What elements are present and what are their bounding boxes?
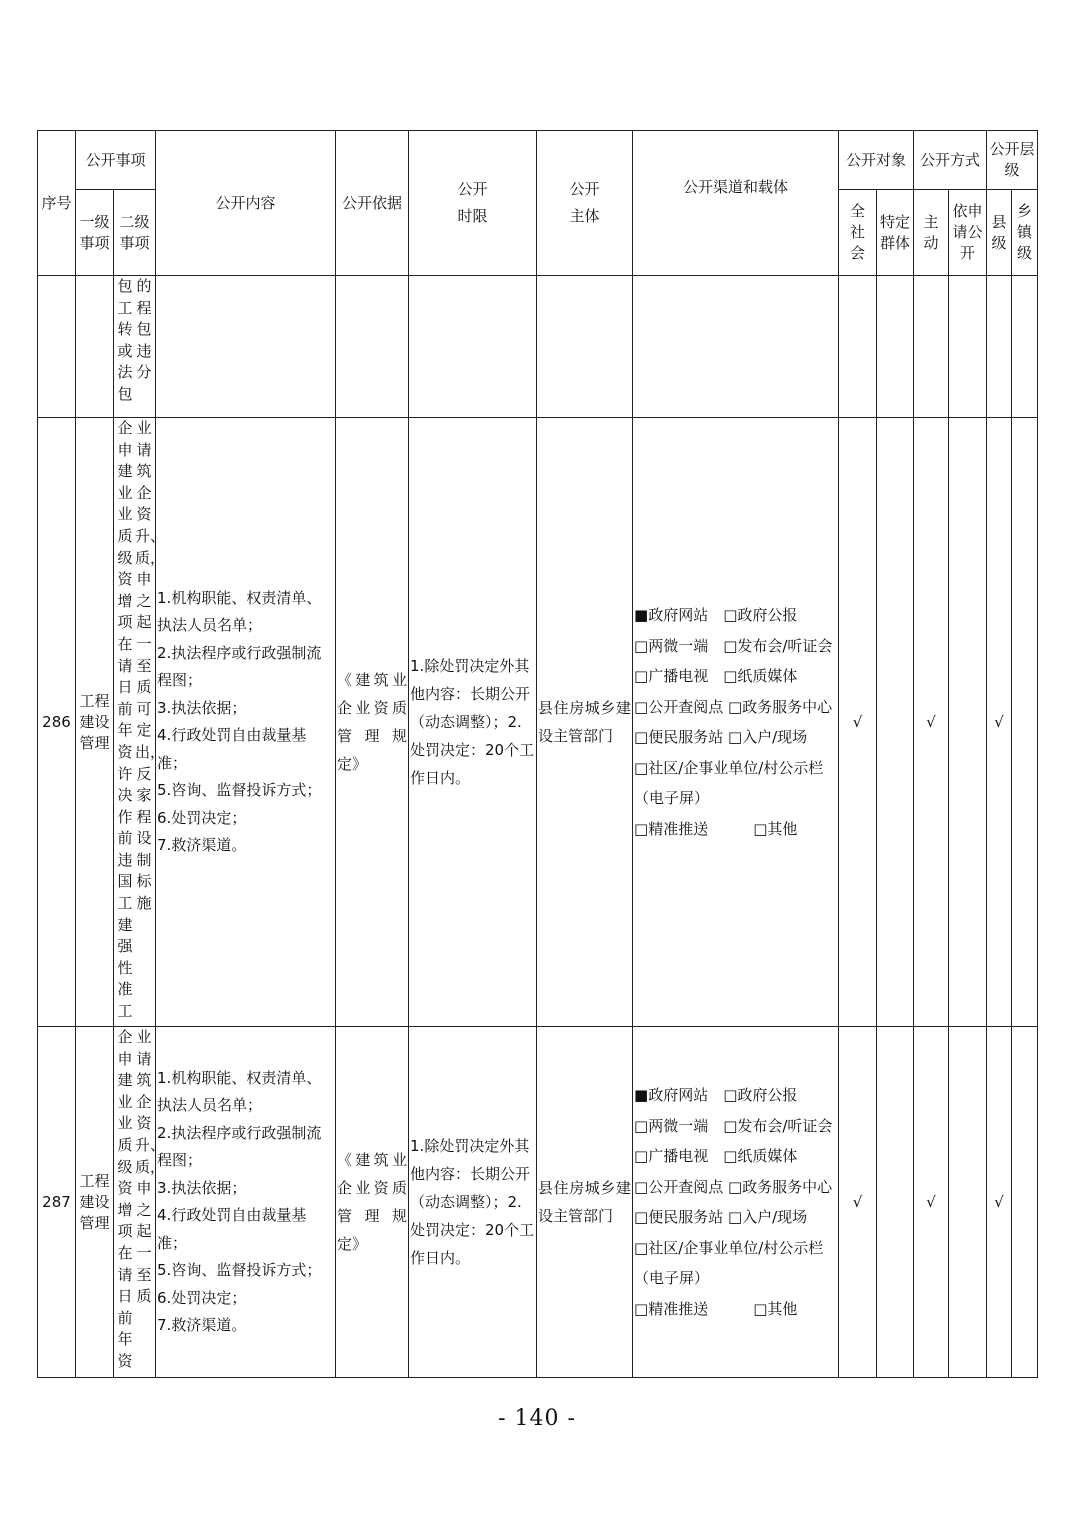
channel-item: □两微一端 □发布会/听证会 [634,1116,833,1135]
row-basis: 《建筑业企业资质管 理 规定》 [336,418,409,1027]
cont-level2-col-b: 的程包违分 [136,277,152,382]
header-mode: 公开方式 [914,131,987,190]
content-item: 1.机构职能、权责清单、执法人员名单； [157,1068,322,1114]
row-target-all: √ [839,418,877,1027]
content-item: 6.处罚决定； [157,808,247,827]
channel-item: □广播电视 □纸质媒体 [634,667,798,685]
row-content-list [156,585,335,860]
header-limit-line1: 公开 [457,180,488,198]
row-level-county: √ [987,418,1012,1027]
row-subject: 县住房城乡建设主管部门 [537,418,633,1027]
channel-list [633,600,838,844]
header-basis: 公开依据 [336,131,409,276]
header-mode-apply: 依申请公开 [949,190,987,276]
row-level-town [1012,418,1038,1027]
row-mode-apply [949,1027,987,1378]
header-target-all: 全社会 [839,190,877,276]
channel-item: ■政府网站 □政府公报 [634,606,798,624]
channel-item: □广播电视 □纸质媒体 [634,1147,798,1165]
row-limit: 1.除处罚决定外其他内容：长期公开（动态调整）；2.处罚决定：20个工作日内。 [409,1027,537,1378]
table-row [38,418,1038,1027]
row-level-county: √ [987,1027,1012,1378]
header-target: 公开对象 [839,131,914,190]
row-channel [633,418,839,1027]
row-target-specific [877,1027,914,1378]
row-level-town [1012,1027,1038,1378]
content-item: 2.执法程序或行政强制流程图； [157,1123,322,1169]
row-content [156,418,336,1027]
content-item: 5.咨询、监督投诉方式； [157,781,322,799]
row-content [156,1027,336,1378]
disclosure-table [37,130,1038,1378]
header-level2: 二级事项 [114,190,156,276]
row-content-list [156,1065,335,1340]
row-limit: 1.除处罚决定外其他内容：长期公开（动态调整）；2.处罚决定：20个工作日内。 [409,418,537,1027]
row-basis: 《建筑业企业资质管 理 规定》 [336,1027,409,1378]
cont-level2-cell [114,276,156,418]
header-level-town: 乡镇级 [1012,190,1038,276]
row-level1: 工程建设管理 [76,1027,114,1378]
row-seq: 286 [38,418,76,1027]
header-mode-active: 主动 [914,190,949,276]
content-item: 5.咨询、监督投诉方式； [157,1261,322,1279]
header-content: 公开内容 [156,131,336,276]
channel-item: □公开查阅点 □政务服务中心 [634,1177,833,1196]
channel-item: □社区/企事业单位/村公示栏（电子屏） [634,1238,824,1287]
row-level2-col-a: 企申建业业质级资增项在请日前年资 [117,1028,133,1370]
content-item: 4.行政处罚自由裁量基准； [157,726,307,772]
row-mode-active: √ [914,1027,949,1378]
channel-item: □两微一端 □发布会/听证会 [634,636,833,655]
row-mode-active: √ [914,418,949,1027]
header-channel: 公开渠道和载体 [633,131,839,276]
header-target-specific: 特定群体 [877,190,914,276]
channel-item: □精准推送 □其他 [634,1299,798,1318]
content-item: 7.救济渠道。 [157,1316,247,1334]
row-target-specific [877,418,914,1027]
channel-item: □社区/企事业单位/村公示栏（电子屏） [634,758,824,807]
content-item: 2.执法程序或行政强制流程图； [157,643,322,689]
row-seq: 287 [38,1027,76,1378]
table-row-continuation [38,276,1038,418]
header-row-1 [38,131,1038,190]
header-level: 公开层级 [987,131,1038,190]
channel-item: ■政府网站 □政府公报 [634,1086,798,1104]
row-level1: 工程建设管理 [76,418,114,1027]
channel-item: □公开查阅点 □政务服务中心 [634,697,833,716]
channel-item: □便民服务站 □入户/现场 [634,1208,808,1226]
channel-item: □精准推送 □其他 [634,819,798,838]
header-level1: 一级事项 [76,190,114,276]
cont-level2-col-a: 包工转或法包 [117,277,133,403]
page-number: - 140 - [498,1406,576,1431]
row-level2-col-b: 业请筑企资升、质，申之起一至质可定出，反家程设制标施 [135,419,166,913]
header-subject-line1: 公开 [569,180,600,198]
row-level2 [114,418,166,1027]
channel-list [633,1080,838,1324]
header-seq: 序号 [38,131,76,276]
header-items: 公开事项 [76,131,156,190]
header-limit [409,131,537,276]
row-channel [633,1027,839,1378]
content-item: 3.执法依据； [157,698,247,717]
row-level2 [114,1027,166,1378]
content-item: 1.机构职能、权责清单、执法人员名单； [157,588,322,634]
row-target-all: √ [839,1027,877,1378]
content-item: 3.执法依据； [157,1178,247,1197]
header-subject [537,131,633,276]
row-level2-col-b: 业请筑企资升、质，申之起一至质 [135,1028,166,1306]
header-limit-line2: 时限 [457,207,488,225]
header-subject-line2: 主体 [569,207,600,225]
content-item: 6.处罚决定； [157,1288,247,1307]
channel-item: □便民服务站 □入户/现场 [634,728,808,746]
content-item: 7.救济渠道。 [157,836,247,854]
content-item: 4.行政处罚自由裁量基准； [157,1206,307,1252]
row-level2-col-a: 企申建业业质级资增项在请日前年资许决作前违国工建强性准工 [117,419,133,1021]
header-level-county: 县级 [987,190,1012,276]
row-subject: 县住房城乡建设主管部门 [537,1027,633,1378]
table-row [38,1027,1038,1378]
row-mode-apply [949,418,987,1027]
